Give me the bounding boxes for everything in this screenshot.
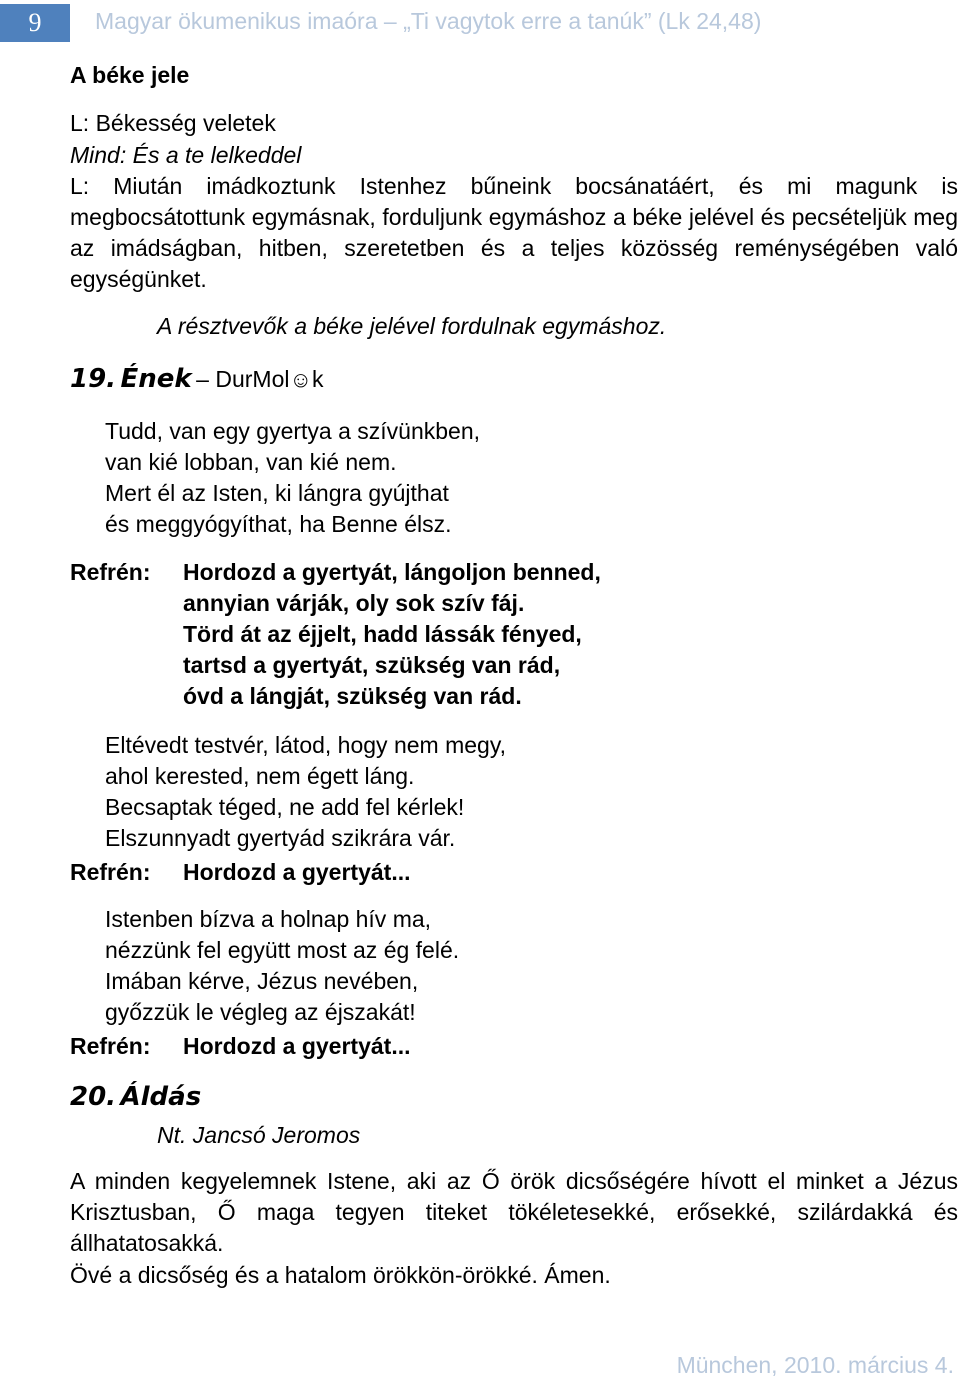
blessing-celebrant: Nt. Jancsó Jeromos	[157, 1122, 361, 1148]
verse-line: Imában kérve, Jézus nevében,	[105, 968, 419, 994]
verse-line: van kié lobban, van kié nem.	[105, 449, 397, 475]
refrain	[183, 557, 601, 712]
page-number: 9	[0, 4, 70, 42]
refrain-short: Hordozd a gyertyát...	[183, 1033, 411, 1059]
refrain-label: Refrén:	[70, 1033, 151, 1059]
song-title: Ének	[120, 364, 192, 394]
verse-line: Istenben bízva a holnap hív ma,	[105, 906, 432, 932]
refrain-short: Hordozd a gyertyát...	[183, 859, 411, 885]
verse-1	[105, 416, 480, 540]
blessing-number: 20.	[70, 1082, 117, 1112]
verse-line: ahol kerested, nem égett láng.	[105, 763, 415, 789]
blessing-heading	[70, 1082, 201, 1112]
song-heading	[70, 364, 323, 394]
verse-line: győzzük le végleg az éjszakát!	[105, 999, 416, 1025]
running-title: Magyar ökumenikus imaóra – „Ti vagytok erre a tanúk” (Lk 24,48)	[95, 8, 762, 34]
refrain-label: Refrén:	[70, 859, 151, 885]
smiley-icon: ☺	[289, 367, 312, 392]
verse-line: nézzünk fel együtt most az ég felé.	[105, 937, 460, 963]
refrain-line: Hordozd a gyertyát, lángoljon benned,	[183, 559, 601, 585]
refrain-line: tartsd a gyertyát, szükség van rád,	[183, 652, 561, 678]
verse-line: Becsaptak téged, ne add fel kérlek!	[105, 794, 465, 820]
peace-instruction: A résztvevők a béke jelével fordulnak egymáshoz.	[157, 313, 667, 339]
leader-line: L: Békesség veletek	[70, 110, 276, 136]
verse-line: Eltévedt testvér, látod, hogy nem megy,	[105, 732, 507, 758]
verse-line: Mert él az Isten, ki lángra gyújthat	[105, 480, 449, 506]
footer-date: München, 2010. március 4.	[676, 1352, 954, 1378]
verse-2	[105, 730, 506, 854]
verse-line: Tudd, van egy gyertya a szívünkben,	[105, 418, 481, 444]
refrain-line: óvd a lángját, szükség van rád.	[183, 683, 522, 709]
blessing-paragraph: A minden kegyelemnek Istene, aki az Ő örök dicsőségére hívott el minket a Jézus Krisztusban, Ő maga tegyen titeket tökéletesekké, erősekké, szilárdakká és állhatatosakká.	[70, 1168, 958, 1256]
section-title-peace: A béke jele	[70, 62, 190, 88]
refrain-line: Törd át az éjjelt, hadd lássák fényed,	[183, 621, 582, 647]
song-number: 19.	[70, 364, 117, 394]
refrain-line: annyian várják, oly sok szív fáj.	[183, 590, 525, 616]
blessing-closing: Övé a dicsőség és a hatalom örökkön-örökké. Ámen.	[70, 1262, 611, 1288]
song-source-suffix: k	[311, 366, 324, 392]
verse-3	[105, 904, 459, 1028]
song-source-prefix: – DurMol	[196, 366, 290, 392]
blessing-title: Áldás	[120, 1082, 202, 1112]
refrain-label: Refrén:	[70, 559, 151, 585]
verse-line: Elszunnyadt gyertyád szikrára vár.	[105, 825, 456, 851]
verse-line: és meggyógyíthat, ha Benne élsz.	[105, 511, 452, 537]
peace-paragraph: L: Miután imádkoztunk Istenhez bűneink bocsánatáért, és mi magunk is megbocsátottunk egymásnak, forduljunk egymáshoz a béke jelével és pecsételjük meg az imádságban, hitben, szeretetben és a teljes közösség reménységében való egységünket.	[70, 173, 958, 292]
response-line: Mind: És a te lelkeddel	[70, 142, 302, 168]
